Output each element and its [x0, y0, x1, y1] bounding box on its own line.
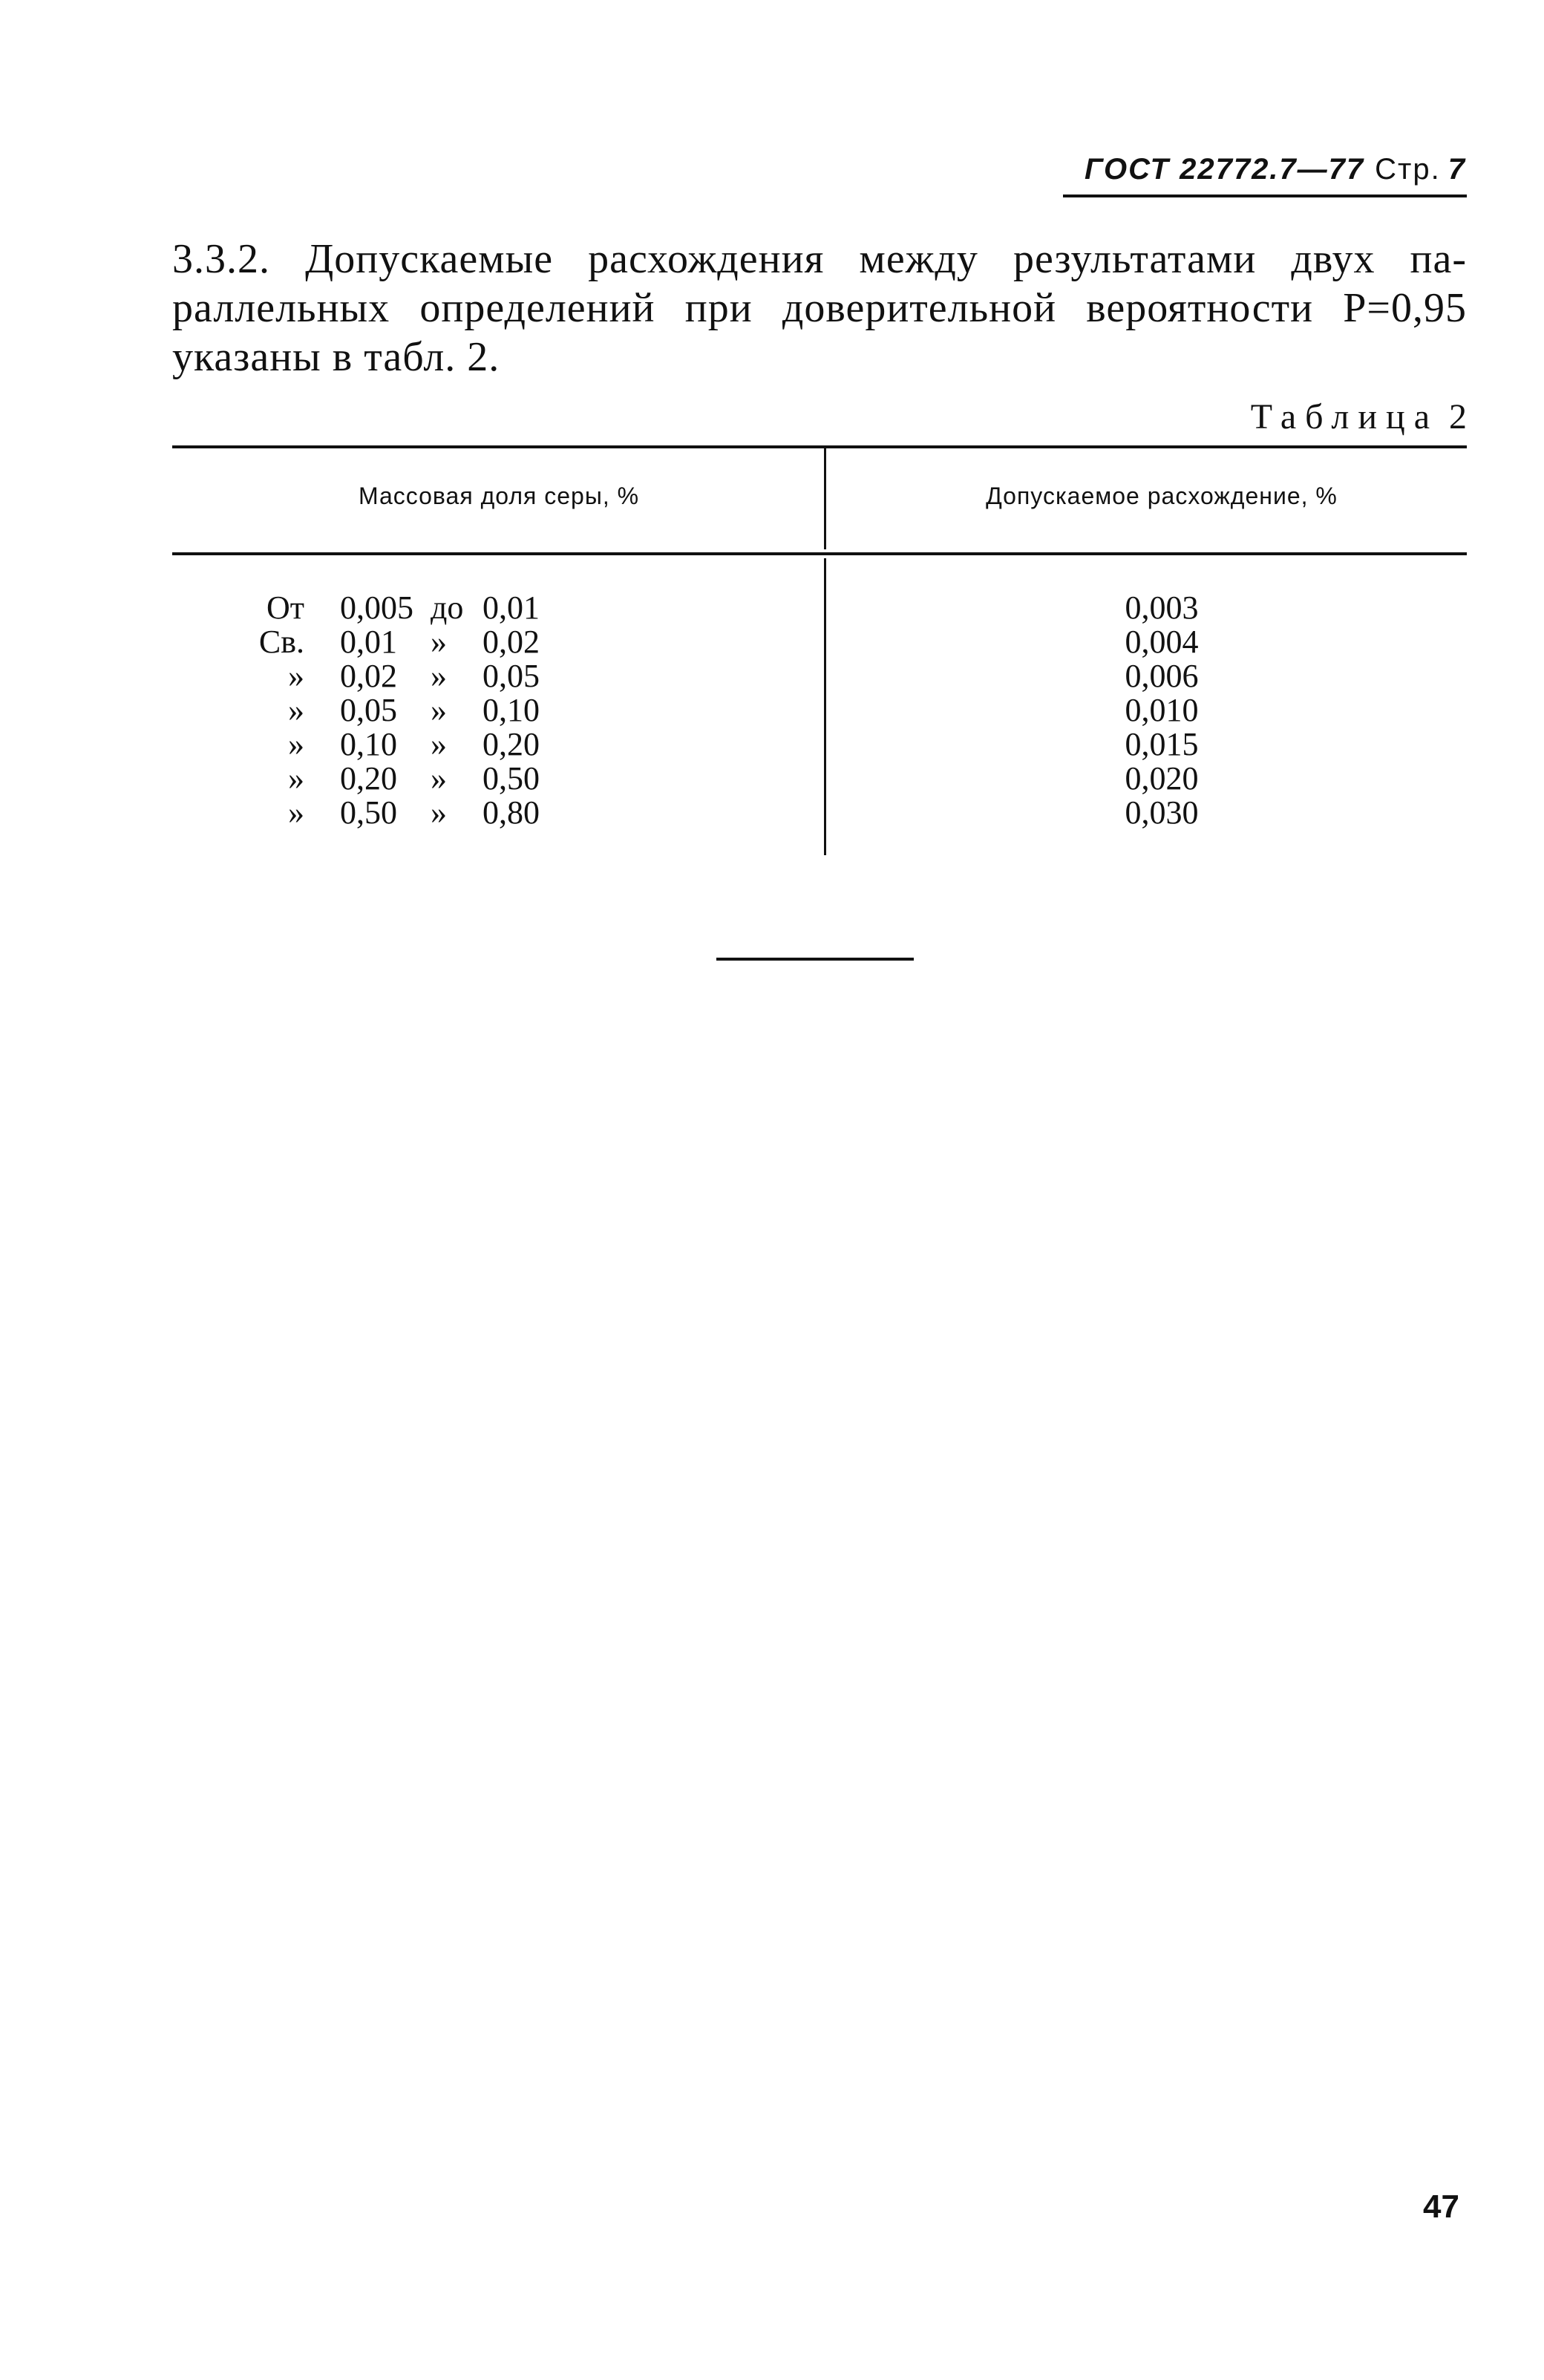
row-5-connector: » — [431, 726, 447, 762]
row-5-prefix: » — [288, 726, 304, 762]
row-4-from: 0,05 — [340, 692, 397, 728]
row-7-value: 0,030 — [1125, 794, 1199, 831]
header-page-number: 7 — [1448, 153, 1466, 186]
row-3-value: 0,006 — [1125, 658, 1199, 694]
row-6-prefix: » — [288, 760, 304, 797]
row-1-value: 0,003 — [1125, 589, 1199, 626]
row-4-prefix: » — [288, 692, 304, 728]
table-caption-number: 2 — [1449, 397, 1467, 437]
row-2-prefix: Св. — [258, 624, 304, 660]
table-top-rule — [172, 445, 1467, 448]
row-6-value: 0,020 — [1125, 760, 1199, 797]
row-1-to: 0,01 — [482, 589, 540, 626]
row-6-from: 0,20 — [340, 760, 397, 797]
row-7-to: 0,80 — [482, 794, 540, 831]
row-3-to: 0,05 — [482, 658, 540, 694]
footer-page-number: 47 — [1423, 2188, 1459, 2225]
table-caption-word: Таблица — [1250, 397, 1439, 437]
end-separator-rule — [716, 958, 914, 961]
row-5-to: 0,20 — [482, 726, 540, 762]
row-3-from: 0,02 — [340, 658, 397, 694]
row-1-connector: до — [431, 589, 464, 626]
standard-code: ГОСТ 22772.7—77 — [1085, 153, 1365, 186]
row-1-prefix: От — [266, 589, 304, 626]
row-6-connector: » — [431, 760, 447, 797]
table-header-divider — [824, 448, 826, 549]
row-5-from: 0,10 — [340, 726, 397, 762]
paragraph-line-2: раллельных определений при доверительной вероятности P=0,95 — [172, 285, 1467, 331]
page-label: Стр. — [1375, 153, 1441, 186]
row-4-value: 0,010 — [1125, 692, 1199, 728]
paragraph-line-1: 3.3.2. Допускаемые расхождения между результатами двух па- — [172, 236, 1467, 282]
row-7-from: 0,50 — [340, 794, 397, 831]
table-body-divider — [824, 558, 826, 855]
column-header-sulfur: Массовая доля серы, % — [358, 483, 640, 509]
row-3-connector: » — [431, 658, 447, 694]
running-header — [1085, 153, 1466, 186]
row-1-from: 0,005 — [340, 589, 413, 626]
row-2-from: 0,01 — [340, 624, 397, 660]
row-2-connector: » — [431, 624, 447, 660]
row-7-prefix: » — [288, 794, 304, 831]
clause-paragraph — [172, 235, 1467, 382]
column-header-tolerance: Допускаемое расхождение, % — [986, 483, 1338, 509]
row-5-value: 0,015 — [1125, 726, 1199, 762]
paragraph-line-3: указаны в табл. 2. — [172, 334, 500, 380]
row-7-connector: » — [431, 794, 447, 831]
row-2-value: 0,004 — [1125, 624, 1199, 660]
row-4-connector: » — [431, 692, 447, 728]
row-3-prefix: » — [288, 658, 304, 694]
row-6-to: 0,50 — [482, 760, 540, 797]
table-caption — [1251, 396, 1467, 437]
table-header-rule — [172, 552, 1467, 555]
row-4-to: 0,10 — [482, 692, 540, 728]
header-rule — [1063, 194, 1467, 197]
row-2-to: 0,02 — [482, 624, 540, 660]
